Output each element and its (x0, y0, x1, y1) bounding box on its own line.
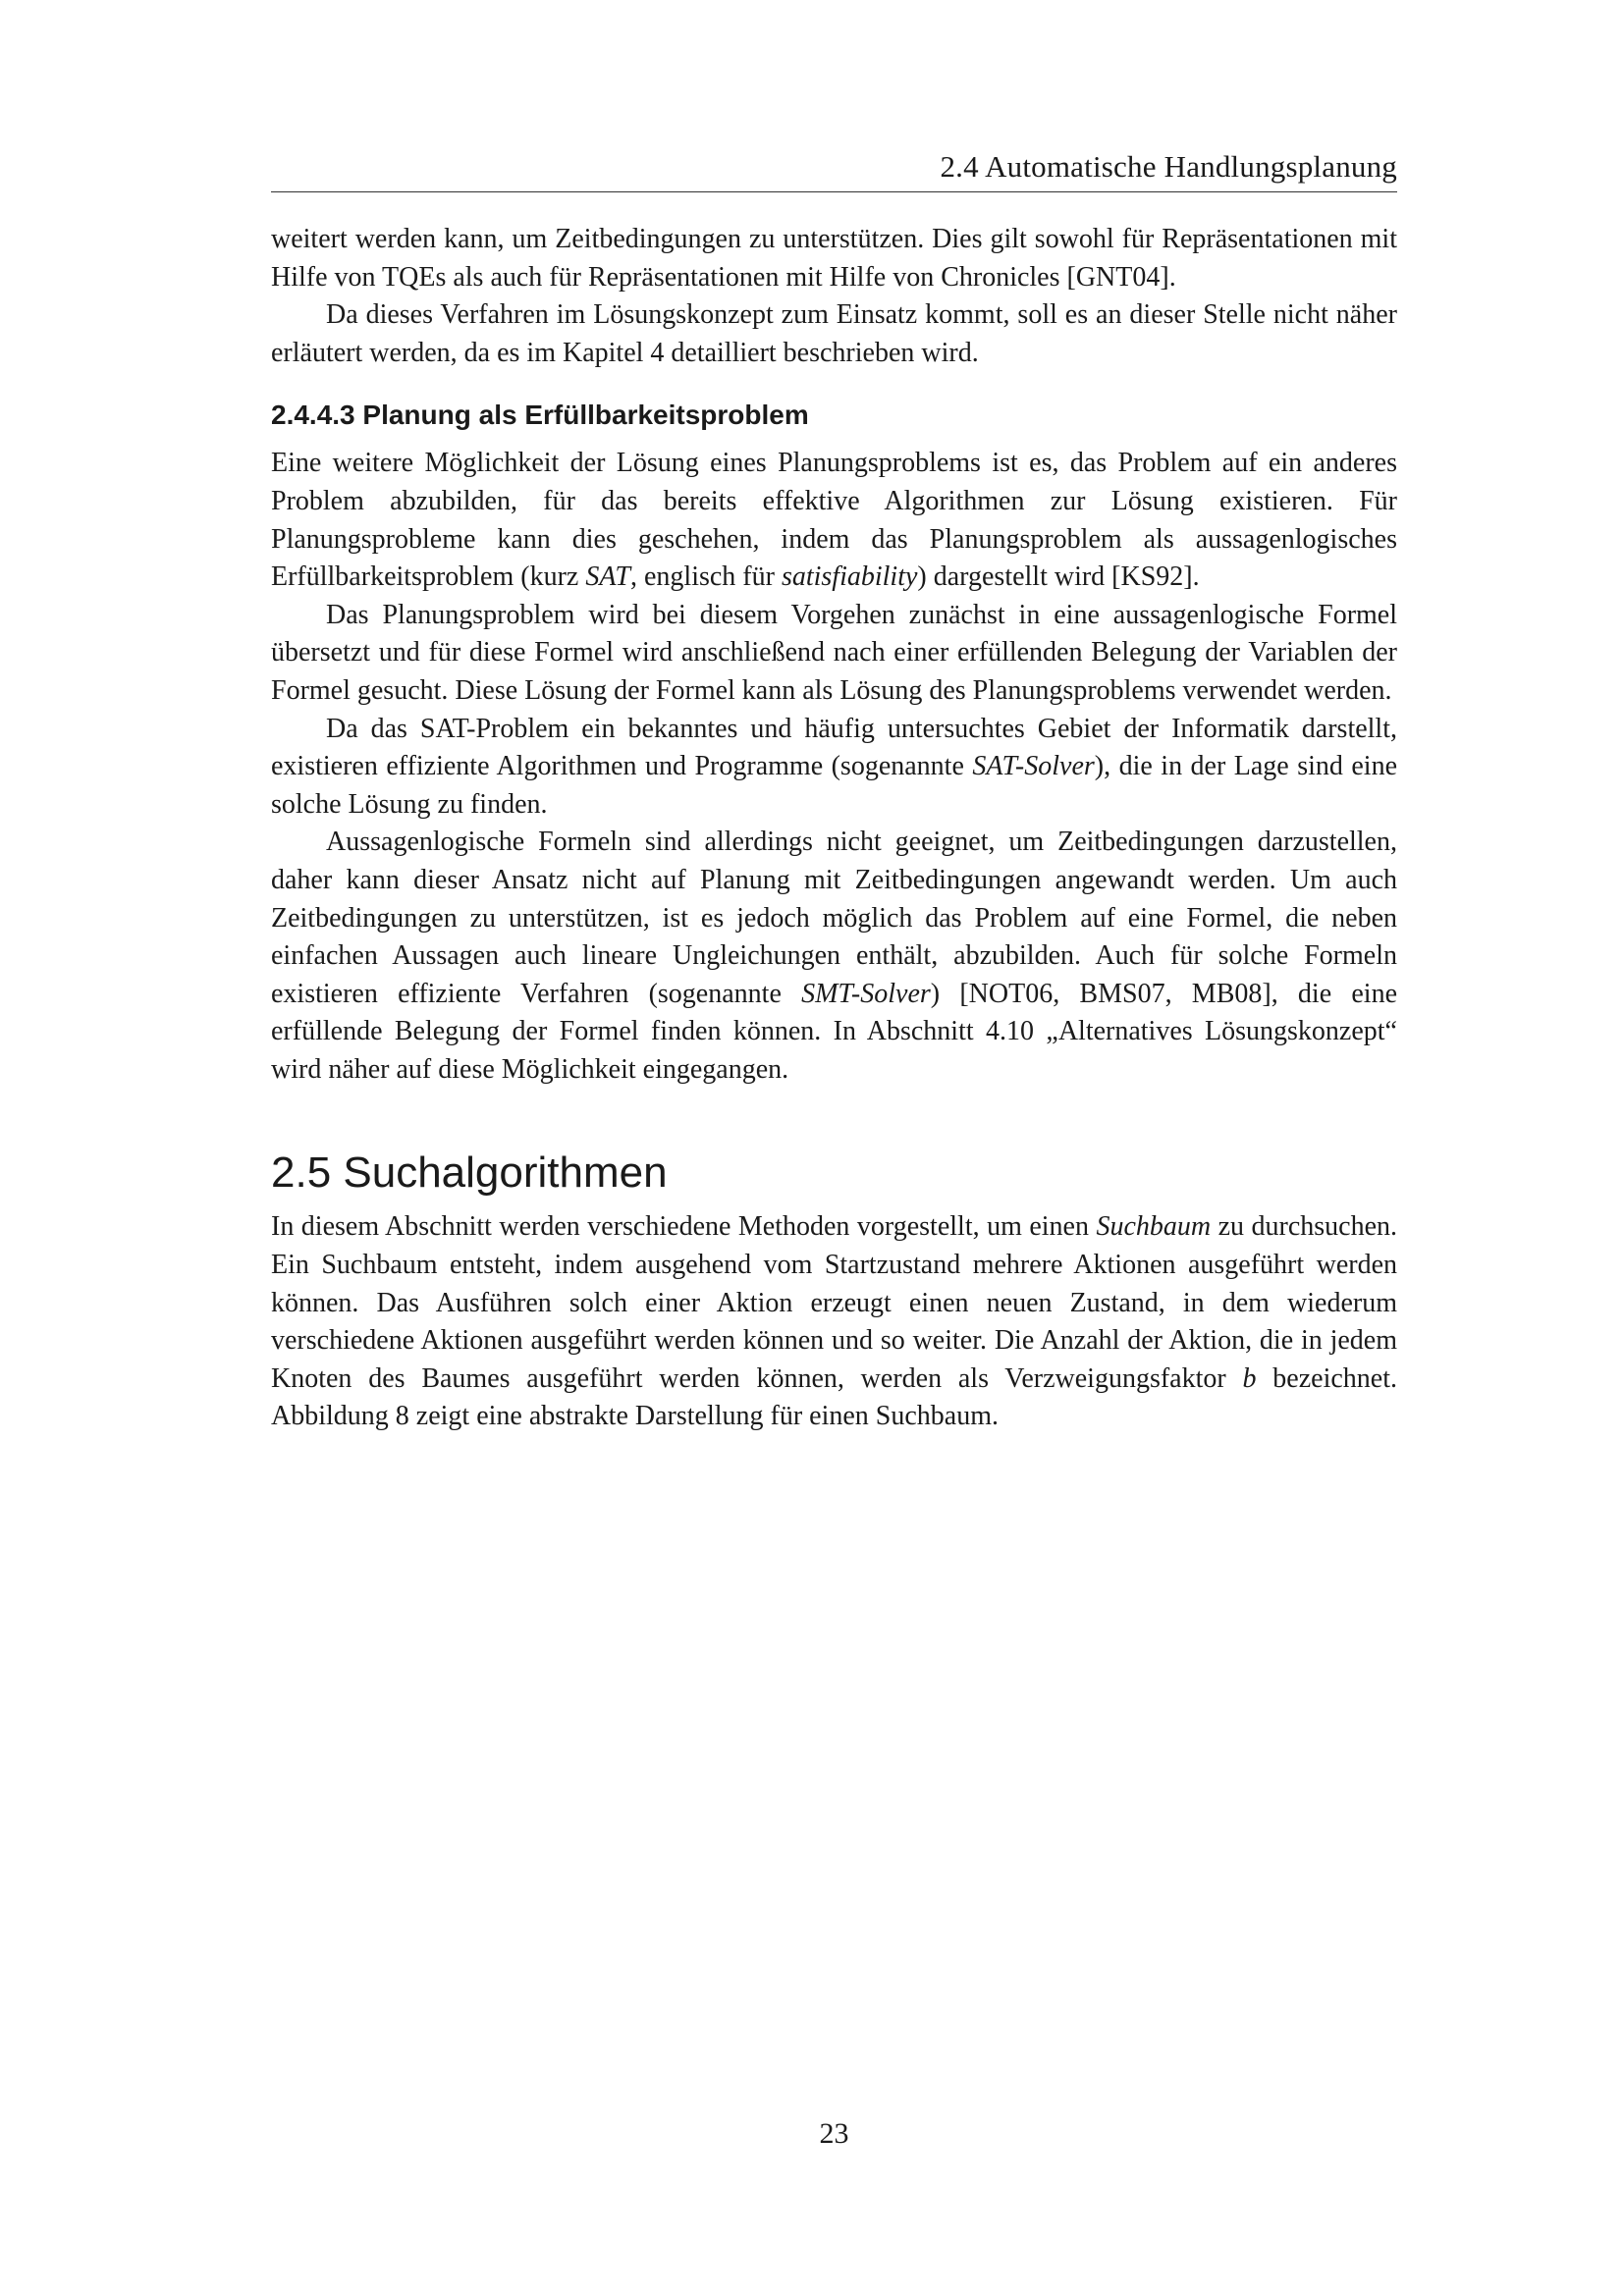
paragraph-smt-solver (271, 824, 1397, 1089)
text-run: ) [NOT06, BMS07, MB08], die eine erfüllende Belegung der Formel finden können. In Abschnitt 4.10 „Alternatives Lösungskonzept“ wird näher auf diese Möglichkeit eingegangen. (271, 978, 1397, 1085)
text-run: ) dargestellt wird [KS92]. (917, 561, 1200, 593)
document-page (271, 0, 1397, 2296)
text-run: bezeichnet. Abbildung 8 zeigt eine abstrakte Darstellung für einen Suchbaum. (271, 1362, 1397, 1432)
subsubsection-heading-2-4-4-3: 2.4.4.3 Planung als Erfüllbarkeitsproblem (271, 400, 809, 431)
running-header: 2.4 Automatische Handlungsplanung (940, 149, 1397, 184)
text-run: In diesem Abschnitt werden verschiedene Methoden vorgestellt, um einen (271, 1211, 1097, 1243)
paragraph-sat-intro (271, 445, 1397, 596)
term-suchbaum: Suchbaum (1096, 1211, 1212, 1243)
text-run: Aussagenlogische Formeln sind allerdings nicht geeignet, um Zeitbedingungen darzustellen, daher kann dieser Ansatz nicht auf Planung mit Zeitbedingungen angewandt werden. Um auch Zeitbedingungen zu unterstützen, ist es jedoch möglich das Problem auf eine Formel, die neben einfachen Aussagen auch lineare Ungleichungen enthält, abzubilden. Auch für solche Formeln existieren effiziente Verfahren (sogenannte (271, 827, 1397, 1009)
header-rule (271, 191, 1397, 192)
text-run: ), die in der Lage sind eine solche Lösung zu finden. (271, 751, 1397, 820)
text-run: zu durchsuchen. Ein Suchbaum entsteht, indem ausgehend vom Startzustand mehrere Aktionen ausgeführt werden können. Das Ausführen solch einer Aktion erzeugt einen neuen Zustand, in dem wiederum verschiedene Aktionen ausgeführt werden können und so weiter. Die Anzahl der Aktion, die in jedem Knoten des Baumes ausgeführt werden können, werden als Verzweigungsfaktor (271, 1211, 1397, 1394)
text-run: , englisch für (629, 561, 782, 593)
term-satisfiability: satisfiability (781, 561, 918, 593)
text-run: Da das SAT-Problem ein bekanntes und häufig untersuchtes Gebiet der Informatik darstellt, existieren effiziente Algorithmen und Programme (sogenannte (271, 713, 1397, 782)
page-number: 23 (819, 2117, 849, 2150)
term-smt-solver: SMT-Solver (801, 978, 931, 1009)
paragraph-continuation: weitert werden kann, um Zeitbedingungen zu unterstützen. Dies gilt sowohl für Repräsentationen mit Hilfe von TQEs als auch für Repräsentationen mit Hilfe von Chronicles [GNT04]. (271, 224, 1397, 293)
term-sat: SAT (585, 561, 630, 593)
term-sat-solver: SAT-Solver (972, 751, 1095, 782)
text-run: Eine weitere Möglichkeit der Lösung eines Planungsproblems ist es, das Problem auf ein anderes Problem abzubilden, für das bereits effektive Algorithmen zur Lösung existieren. Für Planungsprobleme kann dies geschehen, indem das Planungsproblem als aussagenlogisches Erfüllbarkeitsproblem (kurz (271, 448, 1397, 593)
paragraph-suchbaum (271, 1208, 1397, 1436)
paragraph-sat-translation: Das Planungsproblem wird bei diesem Vorgehen zunächst in eine aussagenlogische Formel übersetzt und für diese Formel wird anschließend nach einer erfüllenden Belegung der Variablen der Formel gesucht. Diese Lösung der Formel kann als Lösung des Planungsproblems verwendet werden. (271, 599, 1397, 706)
paragraph-procedure-note: Da dieses Verfahren im Lösungskonzept zum Einsatz kommt, soll es an dieser Stelle nicht näher erläutert werden, da es im Kapitel 4 detailliert beschrieben wird. (271, 299, 1397, 368)
variable-b: b (1242, 1362, 1257, 1394)
section-heading-2-5: 2.5 Suchalgorithmen (271, 1148, 668, 1198)
paragraph-sat-solver (271, 711, 1397, 825)
page-body (271, 221, 1397, 1436)
